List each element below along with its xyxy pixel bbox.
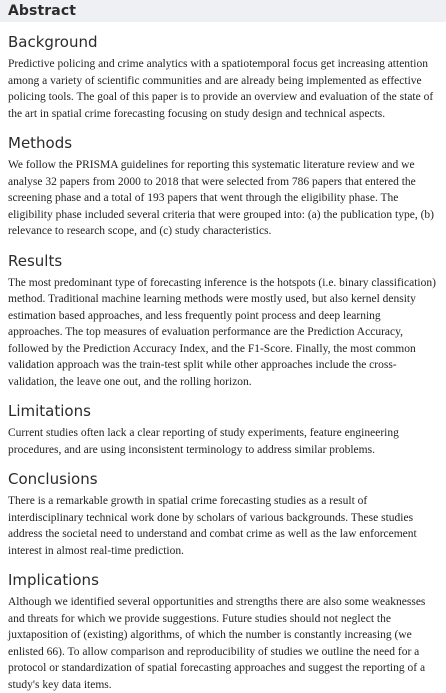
section-heading-results: Results	[8, 251, 63, 270]
section-text-implications: Although we identified several opportunities and strengths there are also some weaknesses and threats for which we provide suggestions. Future studies should not neglect the juxtaposition of (existing) algorithms, of which the number is constantly increasing (we enlisted 66). To allow comparison and reproducibility of studies we outline the need for a protocol or standardization of spatial forecasting approaches and suggest the reporting of a study's key data items.	[8, 596, 426, 691]
section-text-conclusions: There is a remarkable growth in spatial crime forecasting studies as a result of interdisciplinary technical work done by scholars of various backgrounds. These studies address the societal need to understand and combat crime as well as the law enforcement interest in almost real-time prediction.	[8, 495, 417, 557]
section-implications	[8, 571, 438, 693]
section-text-limitations: Current studies often lack a clear reporting of study experiments, feature engineering procedures, and are using inconsistent terminology to address similar problems.	[8, 427, 399, 456]
abstract-title: Abstract	[8, 3, 77, 19]
section-text-results: The most predominant type of forecasting inference is the hotspots (i.e. binary classification) method. Traditional machine learning methods were mostly used, but also kernel density estimation based approaches, and less frequently point process and deep learning approaches. The top measures of evaluation performance are the Prediction Accuracy, followed by the Prediction Accuracy Index, and the F1-Score. Finally, the most common validation approach was the train-test split while other approaches include the cross-validation, the leave one out, and the rolling horizon.	[8, 276, 436, 388]
section-text-background: Predictive policing and crime analytics with a spatiotemporal focus get increasing attention among a variety of scientific communities and are already being implemented as effective policing tools. The goal of this paper is to provide an overview and evaluation of the state of the art in spatial crime forecasting focusing on study design and technical aspects.	[8, 58, 434, 120]
section-limitations	[8, 402, 438, 458]
abstract-content	[0, 33, 446, 693]
section-results	[8, 252, 438, 391]
section-heading-background: Background	[8, 33, 98, 51]
section-heading-methods: Methods	[8, 134, 73, 152]
section-conclusions	[8, 470, 438, 559]
section-background	[8, 33, 438, 122]
section-heading-limitations: Limitations	[8, 402, 91, 420]
section-heading-conclusions: Conclusions	[8, 470, 98, 488]
section-text-methods: We follow the PRISMA guidelines for reporting this systematic literature review and we analyse 32 papers from 2000 to 2018 that were selected from 786 papers that entered the screening phase and a total of 193 papers that went through the eligibility phase. The eligibility phase included several criteria that were grouped into: (a) the publication type, (b) relevance to research scope, and (c) study characteristics.	[8, 159, 434, 237]
section-heading-implications: Implications	[8, 571, 99, 589]
abstract-header	[0, 0, 446, 22]
section-methods	[8, 134, 438, 240]
